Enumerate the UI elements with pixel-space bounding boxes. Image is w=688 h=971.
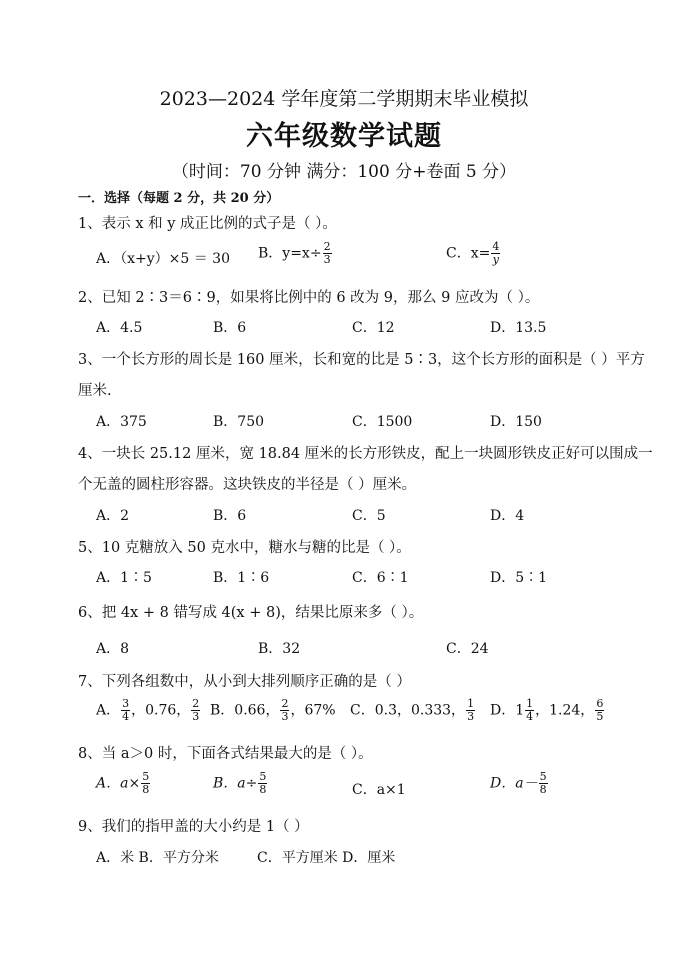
question-4-cont: 个无盖的圆柱形容器。这块铁皮的半径是（ ）厘米。 [78, 477, 417, 493]
q5-option-d: D．5∶1 [490, 570, 548, 586]
section-heading: 一．选择（每题 2 分，共 20 分） [78, 191, 280, 206]
q8-option-c: C．a×1 [352, 782, 406, 798]
q2-option-b: B．6 [213, 320, 247, 336]
question-3-cont: 厘米. [78, 383, 112, 399]
exam-header: 2023—2024 学年度第二学期期末毕业模拟 [159, 88, 529, 110]
q2-option-c: C．12 [352, 320, 395, 336]
question-2: 2、已知 2∶3＝6∶9，如果将比例中的 6 改为 9，那么 9 应改为（ ）。 [78, 290, 540, 306]
q9-option-ab: A．米 B．平方分米 [96, 850, 219, 866]
q4-option-a: A．2 [96, 508, 130, 524]
q2-option-a: A．4.5 [96, 320, 143, 336]
question-9: 9、我们的指甲盖的大小约是 1（ ） [78, 819, 309, 835]
q5-option-a: A．1∶5 [96, 570, 152, 586]
q3-option-c: C．1500 [352, 414, 413, 430]
question-4: 4、一块长 25.12 厘米，宽 18.84 厘米的长方形铁皮，配上一块圆形铁皮正好可以围成一 [78, 446, 653, 462]
question-6: 6、把 4x + 8 错写成 4(x + 8)，结果比原来多（ ）。 [78, 605, 424, 621]
q6-option-a: A．8 [96, 641, 130, 657]
question-5: 5、10 克糖放入 50 克水中，糖水与糖的比是（ ）。 [78, 540, 411, 556]
question-7: 7、下列各组数中，从小到大排列顺序正确的是（ ） [78, 674, 411, 690]
q3-option-d: D．150 [490, 414, 542, 430]
q6-option-b: B．32 [258, 641, 301, 657]
q4-option-c: C．5 [352, 508, 386, 524]
q8-option-d: D．a－ $\frac{5}{8}$ [490, 770, 547, 796]
question-1: 1、表示 x 和 y 成正比例的式子是（ ）。 [78, 216, 337, 232]
q5-option-b: B．1∶6 [213, 570, 270, 586]
q4-option-b: B．6 [213, 508, 247, 524]
q2-option-d: D．13.5 [490, 320, 547, 336]
exam-title: 六年级数学试题 [246, 121, 442, 152]
q7-option-a: A． $\frac{3}{4}$ ，0.76， $\frac{2}{3}$ [96, 697, 200, 723]
question-3: 3、一个长方形的周长是 160 厘米，长和宽的比是 5∶3，这个长方形的面积是（ ）平方 [78, 352, 645, 368]
q1-option-a: A．（x+y）×5 ＝ 30 [96, 251, 230, 267]
q8-option-a: A．a× $\frac{5}{8}$ [96, 770, 150, 796]
q7-option-d: D．1 $\frac{1}{4}$ ，1.24， $\frac{6}{5}$ [490, 697, 604, 723]
q3-option-a: A．375 [96, 414, 147, 430]
q7-option-c: C．0.3̇，0.333， $\frac{1}{3}$ [350, 697, 475, 723]
q9-option-cd: C．平方厘米 D．厘米 [257, 850, 396, 866]
exam-info: （时间：70 分钟 满分：100 分+卷面 5 分） [171, 162, 517, 182]
q5-option-c: C．6∶1 [352, 570, 409, 586]
q8-option-b: B．a÷ $\frac{5}{8}$ [213, 770, 267, 796]
question-8: 8、当 a＞0 时，下面各式结果最大的是（ ）。 [78, 746, 373, 762]
q6-option-c: C．24 [446, 641, 489, 657]
q1-option-c: C．x= $\frac{4}{y}$ [446, 240, 500, 266]
q7-option-b: B．0.66， $\frac{2}{3}$ ，67% [210, 697, 336, 723]
q1-option-b: B．y=x÷ $\frac{2}{3}$ [258, 240, 331, 266]
q4-option-d: D．4 [490, 508, 525, 524]
q3-option-b: B．750 [213, 414, 265, 430]
